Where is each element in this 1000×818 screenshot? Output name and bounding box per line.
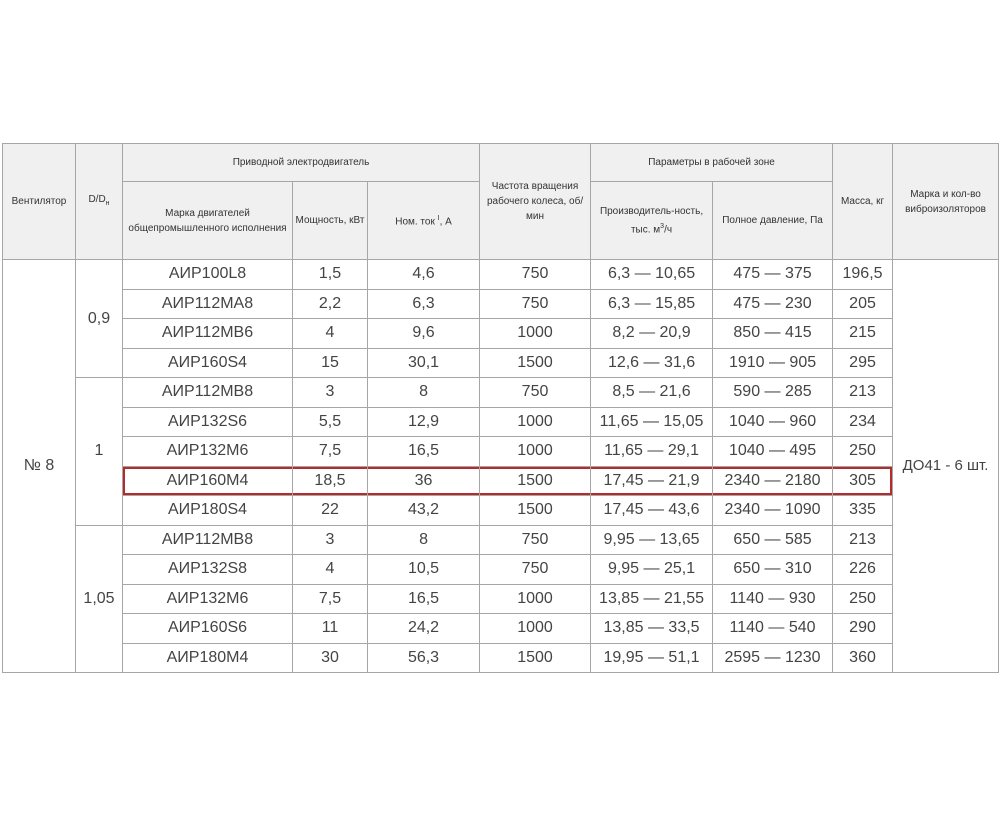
current-cell: 16,5 xyxy=(368,437,480,467)
power-cell: 3 xyxy=(293,525,368,555)
capacity-cell: 8,2 — 20,9 xyxy=(591,319,713,349)
mass-cell: 335 xyxy=(833,496,893,526)
pressure-cell: 850 — 415 xyxy=(713,319,833,349)
pressure-cell: 590 — 285 xyxy=(713,378,833,408)
pressure-cell: 1910 — 905 xyxy=(713,348,833,378)
header-ratio: $D/D_н$ xyxy=(76,144,123,260)
mass-cell: 196,5 xyxy=(833,260,893,290)
mass-cell: 213 xyxy=(833,378,893,408)
table-row xyxy=(3,643,999,673)
current-cell: 24,2 xyxy=(368,614,480,644)
power-cell: 22 xyxy=(293,496,368,526)
capacity-cell: 9,95 — 25,1 xyxy=(591,555,713,585)
motor-cell: АИР160S4 xyxy=(123,348,293,378)
current-cell: 56,3 xyxy=(368,643,480,673)
mass-cell: 250 xyxy=(833,584,893,614)
header-speed: Частота вращения рабочего колеса, об/мин xyxy=(480,144,591,260)
capacity-cell: 6,3 — 10,65 xyxy=(591,260,713,290)
header-motor-group: Приводной электродвигатель xyxy=(123,144,480,182)
fan-spec-table xyxy=(2,143,999,673)
current-cell: 4,6 xyxy=(368,260,480,290)
motor-cell: АИР132S6 xyxy=(123,407,293,437)
table-row xyxy=(3,555,999,585)
power-cell: 2,2 xyxy=(293,289,368,319)
header-pressure: Полное давление, Па xyxy=(713,182,833,260)
header-power: Мощность, кВт xyxy=(293,182,368,260)
speed-cell: 750 xyxy=(480,555,591,585)
current-cell: 30,1 xyxy=(368,348,480,378)
motor-cell: АИР160М4 xyxy=(123,466,293,496)
power-cell: 5,5 xyxy=(293,407,368,437)
capacity-cell: 17,45 — 21,9 xyxy=(591,466,713,496)
capacity-cell: 13,85 — 33,5 xyxy=(591,614,713,644)
pressure-cell: 1140 — 540 xyxy=(713,614,833,644)
power-cell: 1,5 xyxy=(293,260,368,290)
power-cell: 30 xyxy=(293,643,368,673)
header-params-group: Параметры в рабочей зоне xyxy=(591,144,833,182)
motor-cell: АИР112МА8 xyxy=(123,289,293,319)
table-row xyxy=(3,348,999,378)
header-mass: Масса, кг xyxy=(833,144,893,260)
current-cell: 8 xyxy=(368,378,480,408)
pressure-cell: 475 — 375 xyxy=(713,260,833,290)
pressure-cell: 2340 — 2180 xyxy=(713,466,833,496)
power-cell: 18,5 xyxy=(293,466,368,496)
header-current: Ном. ток $^I$, А xyxy=(368,182,480,260)
power-cell: 15 xyxy=(293,348,368,378)
motor-cell: АИР160S6 xyxy=(123,614,293,644)
table-row xyxy=(3,289,999,319)
motor-cell: АИР112МВ8 xyxy=(123,378,293,408)
table-row xyxy=(3,614,999,644)
capacity-cell: 9,95 — 13,65 xyxy=(591,525,713,555)
current-cell: 8 xyxy=(368,525,480,555)
motor-cell: АИР100L8 xyxy=(123,260,293,290)
isolators-cell: ДО41 - 6 шт. xyxy=(893,260,999,673)
mass-cell: 290 xyxy=(833,614,893,644)
power-cell: 11 xyxy=(293,614,368,644)
table-row xyxy=(3,407,999,437)
pressure-cell: 475 — 230 xyxy=(713,289,833,319)
ratio-cell: 1 xyxy=(76,378,123,526)
mass-cell: 215 xyxy=(833,319,893,349)
mass-cell: 234 xyxy=(833,407,893,437)
power-cell: 3 xyxy=(293,378,368,408)
motor-cell: АИР132S8 xyxy=(123,555,293,585)
motor-cell: АИР112МВ6 xyxy=(123,319,293,349)
motor-cell: АИР132М6 xyxy=(123,437,293,467)
table-row xyxy=(3,319,999,349)
table-body xyxy=(3,260,999,673)
speed-cell: 1000 xyxy=(480,614,591,644)
mass-cell: 213 xyxy=(833,525,893,555)
table-row xyxy=(3,584,999,614)
mass-cell: 305 xyxy=(833,466,893,496)
power-cell: 4 xyxy=(293,319,368,349)
current-cell: 10,5 xyxy=(368,555,480,585)
speed-cell: 750 xyxy=(480,525,591,555)
motor-cell: АИР180S4 xyxy=(123,496,293,526)
power-cell: 7,5 xyxy=(293,437,368,467)
mass-cell: 250 xyxy=(833,437,893,467)
motor-cell: АИР112МВ8 xyxy=(123,525,293,555)
motor-cell: АИР132М6 xyxy=(123,584,293,614)
current-cell: 9,6 xyxy=(368,319,480,349)
speed-cell: 750 xyxy=(480,260,591,290)
capacity-cell: 12,6 — 31,6 xyxy=(591,348,713,378)
header-fan: Вентилятор xyxy=(3,144,76,260)
speed-cell: 1500 xyxy=(480,496,591,526)
pressure-cell: 2340 — 1090 xyxy=(713,496,833,526)
current-cell: 16,5 xyxy=(368,584,480,614)
current-cell: 43,2 xyxy=(368,496,480,526)
speed-cell: 750 xyxy=(480,289,591,319)
mass-cell: 205 xyxy=(833,289,893,319)
mass-cell: 226 xyxy=(833,555,893,585)
header-motor-brand: Марка двигателей общепромышленного исполнения xyxy=(123,182,293,260)
fan-cell: № 8 xyxy=(3,260,76,673)
ratio-cell: 1,05 xyxy=(76,525,123,673)
table-row xyxy=(3,496,999,526)
mass-cell: 360 xyxy=(833,643,893,673)
speed-cell: 1500 xyxy=(480,466,591,496)
speed-cell: 750 xyxy=(480,378,591,408)
power-cell: 7,5 xyxy=(293,584,368,614)
capacity-cell: 19,95 — 51,1 xyxy=(591,643,713,673)
table-row-highlighted xyxy=(3,466,999,496)
current-cell: 36 xyxy=(368,466,480,496)
capacity-cell: 13,85 — 21,55 xyxy=(591,584,713,614)
capacity-cell: 17,45 — 43,6 xyxy=(591,496,713,526)
speed-cell: 1000 xyxy=(480,319,591,349)
capacity-cell: 8,5 — 21,6 xyxy=(591,378,713,408)
table-row xyxy=(3,525,999,555)
pressure-cell: 1040 — 495 xyxy=(713,437,833,467)
pressure-cell: 650 — 310 xyxy=(713,555,833,585)
speed-cell: 1000 xyxy=(480,437,591,467)
speed-cell: 1500 xyxy=(480,643,591,673)
current-cell: 12,9 xyxy=(368,407,480,437)
pressure-cell: 2595 — 1230 xyxy=(713,643,833,673)
pressure-cell: 1040 — 960 xyxy=(713,407,833,437)
table-row xyxy=(3,260,999,290)
capacity-cell: 11,65 — 15,05 xyxy=(591,407,713,437)
header-isolators: Марка и кол-во виброизоляторов xyxy=(893,144,999,260)
header-capacity: Производитель-ность, тыс. $м^3/ч$ xyxy=(591,182,713,260)
power-cell: 4 xyxy=(293,555,368,585)
current-cell: 6,3 xyxy=(368,289,480,319)
speed-cell: 1000 xyxy=(480,407,591,437)
pressure-cell: 650 — 585 xyxy=(713,525,833,555)
speed-cell: 1000 xyxy=(480,584,591,614)
motor-cell: АИР180М4 xyxy=(123,643,293,673)
table-row xyxy=(3,437,999,467)
pressure-cell: 1140 — 930 xyxy=(713,584,833,614)
ratio-cell: 0,9 xyxy=(76,260,123,378)
table-row xyxy=(3,378,999,408)
speed-cell: 1500 xyxy=(480,348,591,378)
capacity-cell: 11,65 — 29,1 xyxy=(591,437,713,467)
capacity-cell: 6,3 — 15,85 xyxy=(591,289,713,319)
mass-cell: 295 xyxy=(833,348,893,378)
